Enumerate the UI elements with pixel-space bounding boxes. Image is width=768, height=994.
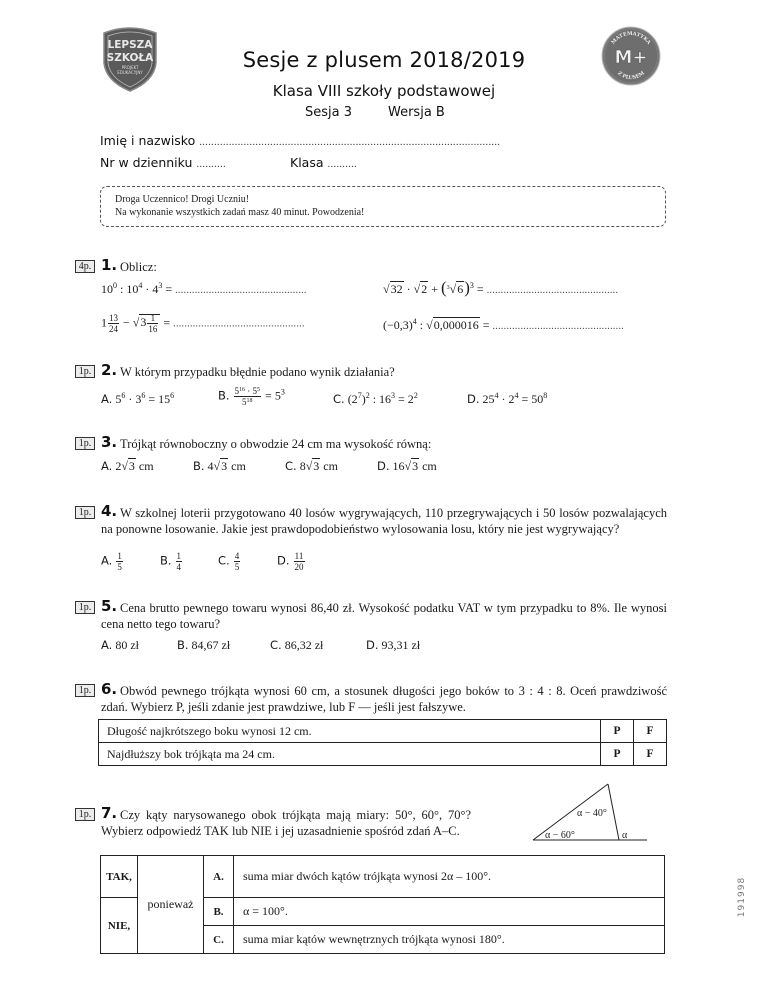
answer-option-d[interactable]: D. $\frac{11}{20}$	[277, 551, 304, 572]
instructions-greeting: Droga Uczennico! Drogi Uczniu!	[115, 194, 250, 205]
answer-blank[interactable]: ...............................................	[486, 285, 619, 296]
points-badge: 1p.	[75, 365, 95, 378]
triangle-figure	[525, 780, 655, 845]
because-label: ponieważ	[138, 856, 204, 954]
false-option[interactable]: F	[634, 743, 667, 766]
answer-option-c[interactable]: C. 86,32 zł	[270, 638, 324, 652]
answer-option-a[interactable]: A. $5^6 \cdot 3^6 = 15^6$	[101, 391, 175, 406]
statement-1: Długość najkrótszego boku wynosi 12 cm.	[99, 720, 601, 743]
matematyka-z-plusem-logo	[601, 26, 661, 86]
svg-text:α − 60°: α − 60°	[545, 830, 575, 841]
answer-option-d[interactable]: D. $25^4 \cdot 2^4 = 50^8$	[467, 391, 548, 406]
svg-text:α − 40°: α − 40°	[577, 808, 607, 819]
svg-text:PROJEKT: PROJEKT	[121, 65, 139, 70]
false-option[interactable]: F	[634, 720, 667, 743]
yes-option[interactable]: TAK,	[101, 856, 138, 898]
answer-option-c[interactable]: C. 8√3 cm	[285, 459, 338, 473]
name-input-dots[interactable]: ......................................................................................................	[199, 136, 501, 148]
question-text: Obwód pewnego trójkąta wynosi 60 cm, a stosunek długości jego boków to 3 : 4 : 8. Oceń prawdziwość zdań. Wybierz P, jeśli zdanie jest prawdziwe, lub F — jeśli jest fałszywe.	[101, 684, 667, 714]
true-option[interactable]: P	[601, 743, 634, 766]
points-badge: 1p.	[75, 601, 95, 614]
question-text: W którym przypadku błędnie podano wynik działania?	[120, 365, 395, 379]
question-text: W szkolnej loterii przygotowano 40 losów wygrywających, 110 przegrywających i 50 losów pozwalających na ponowne losowanie. Jakie jest prawdopodobieństwo wylosowania losu, który nie jest wygrywający?	[101, 506, 667, 536]
svg-text:α: α	[622, 830, 628, 841]
no-option[interactable]: NIE,	[101, 898, 138, 954]
name-label: Imię i nazwisko	[100, 133, 196, 148]
question-number: 7.	[101, 804, 118, 822]
answer-option-b[interactable]: B. 4√3 cm	[193, 459, 246, 473]
class-label: Klasa	[290, 155, 324, 170]
question-text: Oblicz:	[120, 260, 157, 274]
class-field[interactable]	[290, 155, 357, 170]
name-field[interactable]	[100, 133, 500, 148]
instructions-time: Na wykonanie wszystkich zadań masz 40 minut. Powodzenia!	[115, 207, 365, 218]
question-number: 3.	[101, 433, 118, 451]
q1-expression-b: $√32 \cdot √2 + (^3√6)^3$ = ...............................................	[383, 278, 619, 297]
svg-text:M+: M+	[614, 47, 648, 68]
answer-option-c[interactable]: C. $\frac{4}{5}$	[218, 551, 240, 572]
answer-option-c[interactable]: C. $(2^7)^2$ : $16^3 = 2^2$	[333, 391, 418, 406]
answer-option-a[interactable]: A. 80 zł	[101, 638, 139, 652]
svg-text:Z PLUSEM: Z PLUSEM	[616, 70, 646, 82]
reason-b-letter[interactable]: B.	[204, 898, 234, 926]
page-subtitle: Klasa VIII szkoły podstawowej	[272, 82, 496, 100]
q1-expression-d: $(-0,3)^4$ : √0,000016 = ...............................................	[383, 317, 625, 332]
class-input-dots[interactable]: ..........	[327, 158, 357, 170]
answer-option-b[interactable]: B. $\frac{5^{16} \cdot 5^5}{5^{18}}$ = $5^3$	[218, 386, 285, 407]
statement-2: Najdłuższy bok trójkąta ma 24 cm.	[99, 743, 601, 766]
page-title: Sesje z plusem 2018/2019	[242, 48, 526, 72]
true-option[interactable]: P	[601, 720, 634, 743]
answer-option-a[interactable]: A. 2√3 cm	[101, 459, 154, 473]
points-badge: 4p.	[75, 260, 95, 273]
question-number: 6.	[101, 680, 118, 698]
reason-a-text[interactable]: suma miar dwóch kątów trójkąta wynosi 2α – 100°.	[234, 856, 665, 898]
question-number: 4.	[101, 502, 118, 520]
points-badge: 1p.	[75, 684, 95, 697]
svg-text:LEPSZA: LEPSZA	[107, 39, 153, 51]
instructions-box	[100, 186, 666, 227]
answer-option-d[interactable]: D. 16√3 cm	[377, 459, 437, 473]
question-number: 2.	[101, 361, 118, 379]
journal-label: Nr w dzienniku	[100, 155, 193, 170]
reason-a-letter[interactable]: A.	[204, 856, 234, 898]
q1-expression-a: $10^0$ : $10^4 \cdot 4^3$ = ...............................................	[101, 281, 307, 296]
svg-text:MATEMATYKA: MATEMATYKA	[610, 30, 652, 46]
journal-number-field[interactable]	[100, 155, 226, 170]
answer-option-d[interactable]: D. 93,31 zł	[366, 638, 421, 652]
table-row	[99, 720, 667, 743]
answer-blank[interactable]: ...............................................	[173, 318, 305, 330]
reason-b-text[interactable]: α = 100°.	[234, 898, 665, 926]
answer-blank[interactable]: ...............................................	[175, 285, 307, 296]
journal-input-dots[interactable]: ..........	[196, 158, 226, 170]
question-text: Cena brutto pewnego towaru wynosi 86,40 zł. Wysokość podatku VAT w tym przypadku to 8%. Ile wynosi cena netto tego towaru?	[101, 601, 667, 631]
q1-expression-c: 1 $\frac{13}{24}$ − √3 $\frac{1}{16}$ = ...............................................	[101, 313, 305, 334]
question-text: Czy kąty narysowanego obok trójkąta mają miary: 50°, 60°, 70°? Wybierz odpowiedź TAK lub NIE i jej uzasadnienie spośród zdań A–C.	[101, 808, 471, 838]
answer-option-a[interactable]: A. $\frac{1}{5}$	[101, 551, 122, 572]
table-row	[99, 743, 667, 766]
answer-option-b[interactable]: B. $\frac{1}{4}$	[160, 551, 182, 572]
reason-c-text[interactable]: suma miar kątów wewnętrznych trójkąta wynosi 180°.	[234, 926, 665, 954]
reason-c-letter[interactable]: C.	[204, 926, 234, 954]
answer-option-b[interactable]: B. 84,67 zł	[177, 638, 231, 652]
svg-text:SZKOŁA: SZKOŁA	[106, 52, 154, 64]
version-label: Wersja B	[388, 105, 445, 120]
answer-blank[interactable]: ...............................................	[492, 321, 625, 332]
question-number: 1.	[101, 256, 118, 274]
points-badge: 1p.	[75, 506, 95, 519]
session-label: Sesja 3	[305, 105, 353, 120]
svg-text:EDUKACYJNY: EDUKACYJNY	[117, 70, 143, 75]
points-badge: 1p.	[75, 808, 95, 821]
answer-justification-table	[100, 855, 665, 954]
question-number: 5.	[101, 597, 118, 615]
true-false-table	[98, 719, 667, 766]
document-serial-number: 191998	[737, 876, 747, 918]
question-text: Trójkąt równoboczny o obwodzie 24 cm ma wysokość równą:	[120, 437, 432, 451]
points-badge: 1p.	[75, 437, 95, 450]
